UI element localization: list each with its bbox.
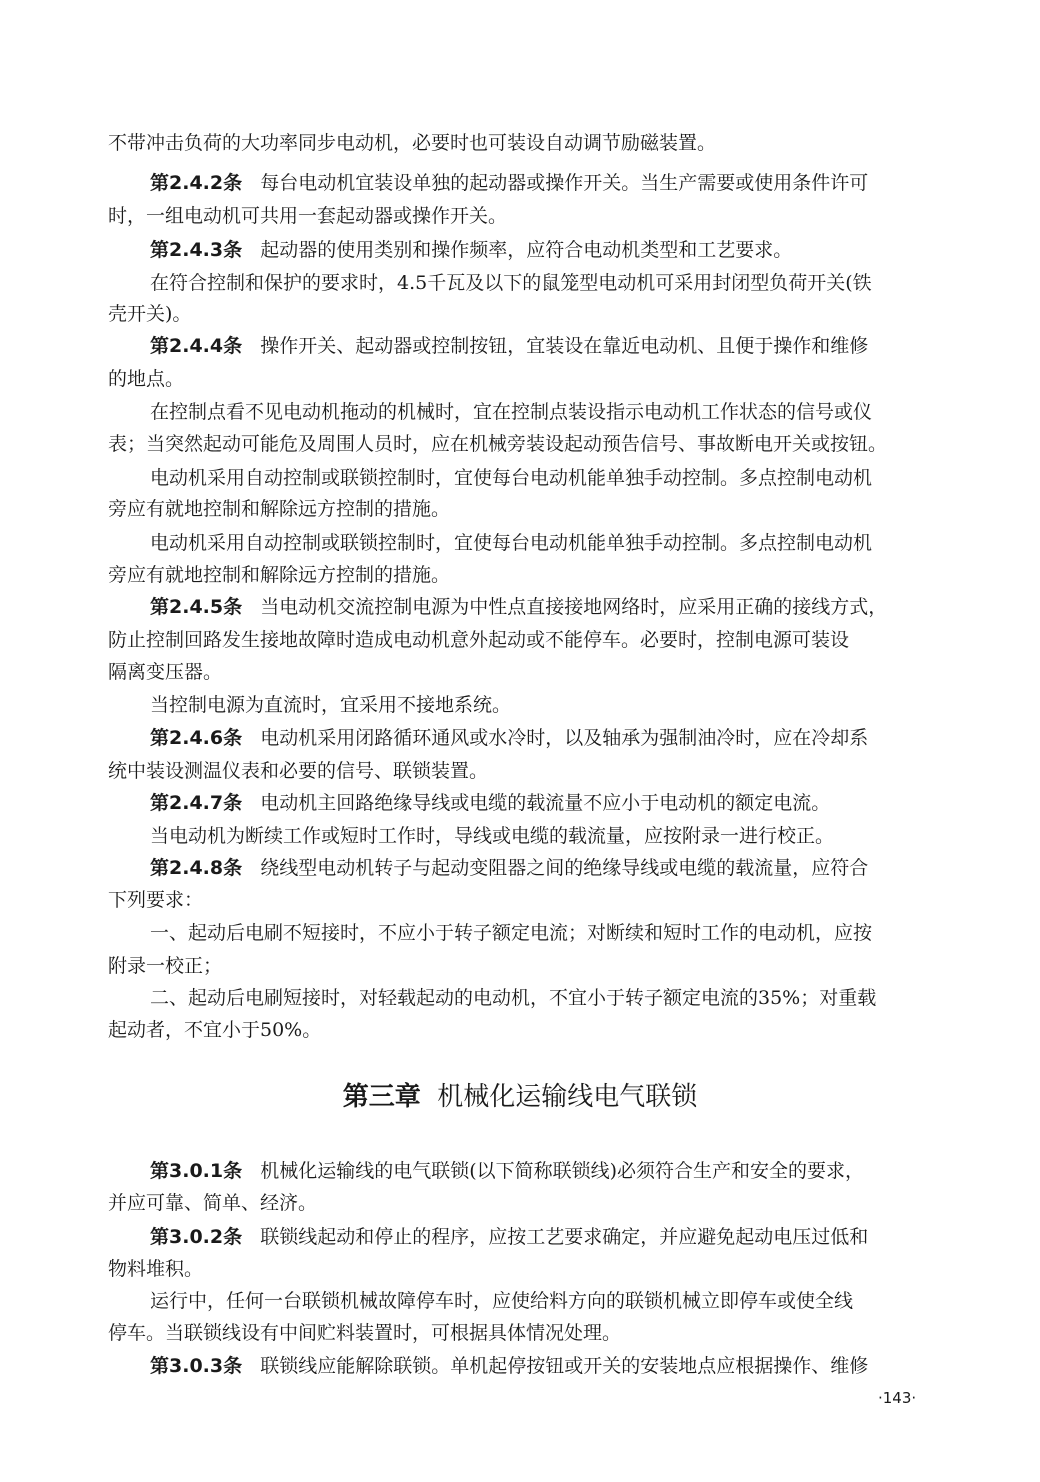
paragraph-line: 一、起动后电刷不短接时，不应小于转子额定电流；对断续和短时工作的电动机，应按 <box>150 922 873 944</box>
paragraph-line: 壳开关)。 <box>108 303 192 325</box>
paragraph-line: 当控制电源为直流时，宜采用不接地系统。 <box>150 694 512 716</box>
article-number: 第3.0.2条 <box>150 1226 243 1248</box>
paragraph-line: 当电动机为断续工作或短时工作时，导线或电缆的载流量，应按附录一进行校正。 <box>150 825 835 847</box>
paragraph-line: 下列要求： <box>108 889 204 911</box>
paragraph-line: 统中装设测温仪表和必要的信号、联锁装置。 <box>108 760 489 782</box>
chapter-number: 第三章 <box>342 1082 421 1112</box>
article-number: 第2.4.3条 <box>150 239 243 261</box>
paragraph-line: 时，一组电动机可共用一套起动器或操作开关。 <box>108 205 508 227</box>
paragraph-line: 物料堆积。 <box>108 1258 204 1280</box>
paragraph-line: 电动机采用自动控制或联锁控制时，宜使每台电动机能单独手动控制。多点控制电动机 <box>150 467 873 489</box>
article-number: 第2.4.8条 <box>150 857 243 879</box>
article-number: 第2.4.2条 <box>150 172 243 194</box>
paragraph-line: 附录一校正； <box>108 955 223 977</box>
article-2-4-7: 第2.4.7条 电动机主回路绝缘导线或电缆的载流量不应小于电动机的额定电流。 <box>150 792 831 814</box>
paragraph-line: 起动者，不宜小于50%。 <box>108 1019 322 1041</box>
article-number: 第2.4.4条 <box>150 335 243 357</box>
paragraph-line: 的地点。 <box>108 368 185 390</box>
paragraph-line: 表；当突然起动可能危及周围人员时，应在机械旁装设起动预告信号、事故断电开关或按钮。 <box>108 433 888 455</box>
article-3-0-1: 第3.0.1条 机械化运输线的电气联锁(以下简称联锁线)必须符合生产和安全的要求， <box>150 1160 865 1182</box>
article-2-4-3: 第2.4.3条 起动器的使用类别和操作频率，应符合电动机类型和工艺要求。 <box>150 239 793 261</box>
paragraph-line: 旁应有就地控制和解除远方控制的措施。 <box>108 498 451 520</box>
paragraph-line: 停车。当联锁线设有中间贮料装置时，可根据具体情况处理。 <box>108 1322 622 1344</box>
article-2-4-5: 第2.4.5条 当电动机交流控制电源为中性点直接接地网络时，应采用正确的接线方式， <box>150 596 888 618</box>
paragraph-line: 不带冲击负荷的大功率同步电动机，必要时也可装设自动调节励磁装置。 <box>108 132 717 154</box>
paragraph-line: 在符合控制和保护的要求时，4.5千瓦及以下的鼠笼型电动机可采用封闭型负荷开关(铁 <box>150 272 872 294</box>
article-3-0-2: 第3.0.2条 联锁线起动和停止的程序，应按工艺要求确定，并应避免起动电压过低和 <box>150 1226 869 1248</box>
chapter-heading <box>0 1080 1040 1114</box>
paragraph-line: 并应可靠、简单、经济。 <box>108 1192 318 1214</box>
chapter-title: 机械化运输线电气联锁 <box>437 1082 698 1112</box>
article-number: 第2.4.6条 <box>150 727 243 749</box>
article-2-4-2: 第2.4.2条 每台电动机宜装设单独的起动器或操作开关。当生产需要或使用条件许可 <box>150 172 869 194</box>
paragraph-line: 隔离变压器。 <box>108 661 223 683</box>
article-number: 第3.0.3条 <box>150 1355 243 1377</box>
paragraph-line: 旁应有就地控制和解除远方控制的措施。 <box>108 564 451 586</box>
paragraph-line: 防止控制回路发生接地故障时造成电动机意外起动或不能停车。必要时，控制电源可装设 <box>108 629 850 651</box>
article-number: 第2.4.5条 <box>150 596 243 618</box>
paragraph-line: 电动机采用自动控制或联锁控制时，宜使每台电动机能单独手动控制。多点控制电动机 <box>150 532 873 554</box>
article-number: 第2.4.7条 <box>150 792 243 814</box>
article-2-4-4: 第2.4.4条 操作开关、起动器或控制按钮，宜装设在靠近电动机、且便于操作和维修 <box>150 335 869 357</box>
paragraph-line: 运行中，任何一台联锁机械故障停车时，应使给料方向的联锁机械立即停车或使全线 <box>150 1290 854 1312</box>
paragraph-line: 在控制点看不见电动机拖动的机械时，宜在控制点装设指示电动机工作状态的信号或仪 <box>150 401 873 423</box>
article-3-0-3: 第3.0.3条 联锁线应能解除联锁。单机起停按钮或开关的安装地点应根据操作、维修 <box>150 1355 869 1377</box>
paragraph-line: 二、起动后电刷短接时，对轻载起动的电动机，不宜小于转子额定电流的35%；对重载 <box>150 987 877 1009</box>
article-2-4-8: 第2.4.8条 绕线型电动机转子与起动变阻器之间的绝缘导线或电缆的载流量，应符合 <box>150 857 869 879</box>
article-2-4-6: 第2.4.6条 电动机采用闭路循环通风或水冷时，以及轴承为强制油冷时，应在冷却系 <box>150 727 869 749</box>
article-number: 第3.0.1条 <box>150 1160 243 1182</box>
page-number: ·143· <box>878 1389 917 1407</box>
